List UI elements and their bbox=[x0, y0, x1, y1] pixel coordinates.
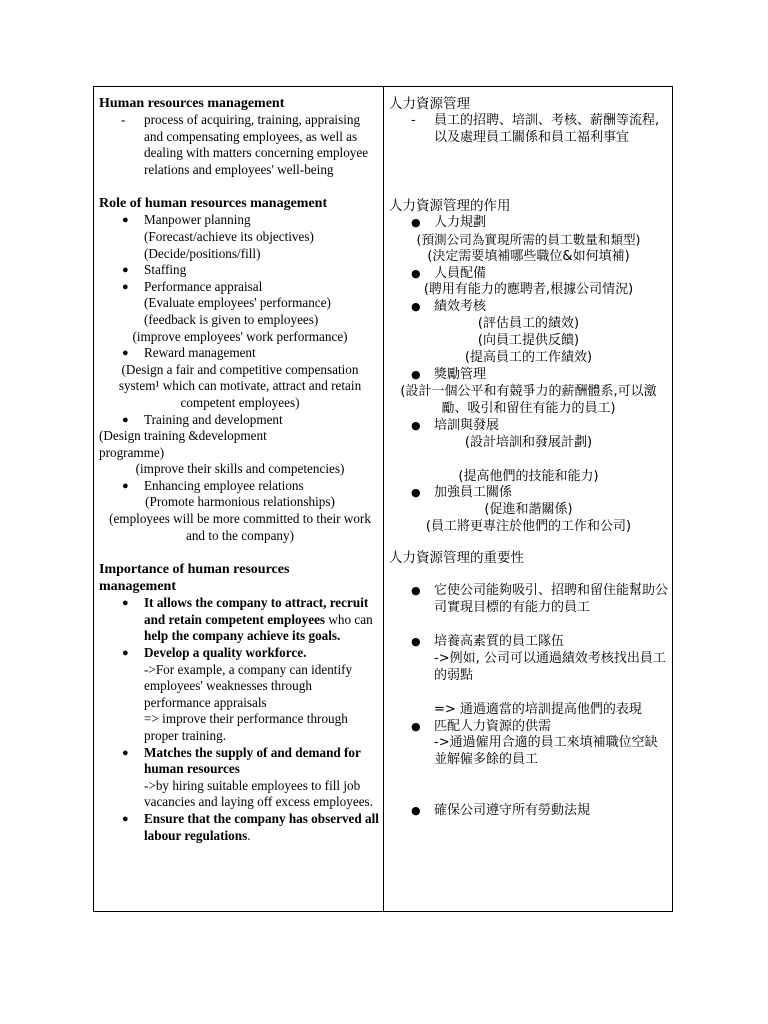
document-table bbox=[93, 86, 673, 912]
list-item bbox=[389, 299, 668, 316]
role-note-zh: (決定需要填補哪些職位&如何填補) bbox=[427, 248, 630, 264]
hrm-definition-zh bbox=[389, 113, 668, 147]
role-note: (improve their skills and competencies) bbox=[135, 461, 345, 477]
role-note: (Promote harmonious relationships) bbox=[145, 494, 335, 510]
bullet-marker: ● bbox=[411, 486, 421, 500]
role-item-zh: 人力規劃 bbox=[434, 214, 487, 230]
bullet-marker: ● bbox=[122, 746, 129, 759]
bullet-marker: ● bbox=[122, 597, 129, 610]
role-note-zh: (設計培訓和發展計劃) bbox=[464, 434, 593, 450]
importance-detail: ->For example, a company can identify employees' weaknesses through performance appraisals bbox=[144, 661, 353, 710]
role-note-zh: (預測公司為實現所需的員工數量和類型) bbox=[416, 231, 641, 247]
role-note: (Design a fair and competitive compensation system¹ which can motivate, attract and retain competent employees) bbox=[118, 361, 362, 410]
importance-item-zh: 它使公司能夠吸引、招聘和留住能幫助公司實現目標的有能力的員工 bbox=[434, 583, 669, 616]
role-note-zh: (促進和諧關係) bbox=[484, 502, 573, 518]
bullet-marker: ● bbox=[411, 215, 421, 229]
role-employee-relations: Enhancing employee relations bbox=[144, 477, 304, 493]
bullet-marker: ● bbox=[122, 264, 129, 277]
importance-detail: ->by hiring suitable employees to fill job vacancies and laying off excess employees. bbox=[144, 777, 373, 810]
importance-text: help the company achieve its goals. bbox=[144, 628, 341, 644]
importance-detail-zh: ->通過僱用合適的員工來填補職位空缺並解僱多餘的員工 bbox=[434, 735, 658, 768]
bullet-marker: ● bbox=[122, 479, 129, 492]
list-item bbox=[99, 478, 381, 495]
role-note: (feedback is given to employees) bbox=[144, 311, 319, 327]
role-note: (employees will be more committed to their work and to the company) bbox=[109, 511, 371, 543]
list-item bbox=[389, 215, 668, 232]
list-item bbox=[389, 485, 668, 502]
bullet-marker: ● bbox=[122, 280, 129, 293]
bullet-marker: ● bbox=[411, 300, 421, 314]
role-manpower-planning: Manpower planning bbox=[144, 212, 251, 228]
bullet-marker: ● bbox=[122, 214, 129, 227]
list-item bbox=[389, 634, 668, 651]
list-item bbox=[99, 345, 381, 362]
role-note: (improve employees' work performance) bbox=[132, 328, 348, 344]
role-note-zh: (提高員工的工作績效) bbox=[464, 350, 593, 366]
dash-marker: - bbox=[411, 113, 416, 128]
role-note: (Evaluate employees' performance) bbox=[144, 295, 331, 311]
importance-text: who can bbox=[325, 611, 373, 627]
role-note: (Forecast/achieve its objectives) bbox=[144, 228, 314, 244]
role-item-zh: 培訓與發展 bbox=[434, 417, 500, 433]
bullet-marker: ● bbox=[122, 413, 129, 426]
role-item-zh: 獎勵管理 bbox=[434, 366, 487, 382]
bullet-marker: ● bbox=[411, 719, 421, 733]
list-item bbox=[99, 279, 381, 296]
role-note-zh: (員工將更專注於他們的工作和公司) bbox=[425, 519, 632, 535]
dash-marker: - bbox=[121, 112, 126, 127]
role-performance-appraisal: Performance appraisal bbox=[144, 278, 263, 294]
list-item bbox=[99, 811, 381, 844]
importance-text: It allows the company to attract, recruit and retain competent employees bbox=[144, 595, 369, 627]
bullet-marker: ● bbox=[122, 647, 129, 660]
bullet-marker: ● bbox=[411, 367, 421, 381]
role-note: (Decide/positions/fill) bbox=[144, 245, 261, 261]
list-item bbox=[99, 412, 381, 429]
importance-item-zh: 確保公司遵守所有勞動法規 bbox=[434, 803, 591, 819]
section-title-hrm: Human resources management bbox=[99, 96, 285, 111]
importance-detail: => improve their performance through proper training. bbox=[144, 711, 348, 743]
list-item bbox=[99, 262, 381, 279]
role-note: (Design training &development programme) bbox=[99, 428, 267, 460]
role-item-zh: 人員配備 bbox=[434, 265, 487, 281]
section-title-role: Role of human resources management bbox=[99, 196, 328, 212]
role-staffing: Staffing bbox=[144, 262, 187, 278]
list-item bbox=[389, 803, 668, 820]
importance-text: Matches the supply of and demand for human resources bbox=[144, 744, 361, 777]
importance-detail-zh: ->例如, 公司可以通過績效考核找出員工的弱點 bbox=[434, 650, 666, 683]
role-item-zh: 績效考核 bbox=[434, 299, 487, 315]
bullet-marker: ● bbox=[411, 584, 421, 598]
chinese-column bbox=[384, 87, 672, 911]
list-item bbox=[389, 719, 668, 736]
role-note-zh: (向員工提供反饋) bbox=[477, 333, 580, 349]
bullet-marker: ● bbox=[411, 266, 421, 280]
role-note-zh: (設計一個公平和有競爭力的薪酬體系,可以激勵、吸引和留住有能力的員工) bbox=[400, 383, 657, 416]
section-title-importance: Importance of human resources management bbox=[99, 562, 290, 595]
role-note-zh: (聘用有能力的應聘者,根據公司情況) bbox=[423, 282, 634, 298]
role-note-zh: (提高他們的技能和能力) bbox=[458, 468, 599, 484]
list-item bbox=[99, 745, 381, 778]
role-note-zh: (評估員工的績效) bbox=[477, 316, 580, 332]
list-item bbox=[99, 595, 381, 645]
list-item bbox=[389, 583, 668, 617]
importance-text: . bbox=[247, 827, 251, 843]
bullet-marker: ● bbox=[411, 634, 421, 648]
role-training-development: Training and development bbox=[144, 411, 283, 427]
section-title-importance-zh: 人力資源管理的重要性 bbox=[389, 550, 524, 567]
list-item bbox=[389, 367, 668, 384]
importance-text: Ensure that the company has observed all labour regulations bbox=[144, 810, 379, 843]
list-item bbox=[389, 418, 668, 435]
importance-text: Develop a quality workforce. bbox=[144, 645, 307, 661]
hrm-definition-text: process of acquiring, training, appraising and compensating employees, as well as dealing with matters concerning employee relations and employees' well-being bbox=[144, 112, 369, 177]
importance-item-zh: 匹配人力資源的供需 bbox=[434, 718, 552, 734]
role-reward-management: Reward management bbox=[144, 345, 256, 361]
hrm-definition-text-zh: 員工的招聘、培訓、考核、薪酬等流程, 以及處理員工關係和員工福利事宜 bbox=[434, 113, 660, 145]
hrm-definition bbox=[99, 112, 381, 178]
section-title-role-zh: 人力資源管理的作用 bbox=[389, 197, 511, 214]
list-item bbox=[99, 212, 381, 229]
bullet-marker: ● bbox=[122, 347, 129, 360]
importance-detail-zh: => 通過適當的培訓提高他們的表現 bbox=[434, 701, 642, 717]
section-title-hrm-zh: 人力資源管理 bbox=[389, 96, 470, 112]
english-column bbox=[94, 87, 383, 911]
bullet-marker: ● bbox=[411, 804, 421, 818]
list-item bbox=[99, 645, 381, 662]
importance-item-zh: 培養高素質的員工隊伍 bbox=[434, 633, 565, 649]
role-item-zh: 加強員工關係 bbox=[434, 485, 513, 501]
bullet-marker: ● bbox=[411, 418, 421, 432]
bullet-marker: ● bbox=[122, 812, 129, 825]
list-item bbox=[389, 266, 668, 283]
